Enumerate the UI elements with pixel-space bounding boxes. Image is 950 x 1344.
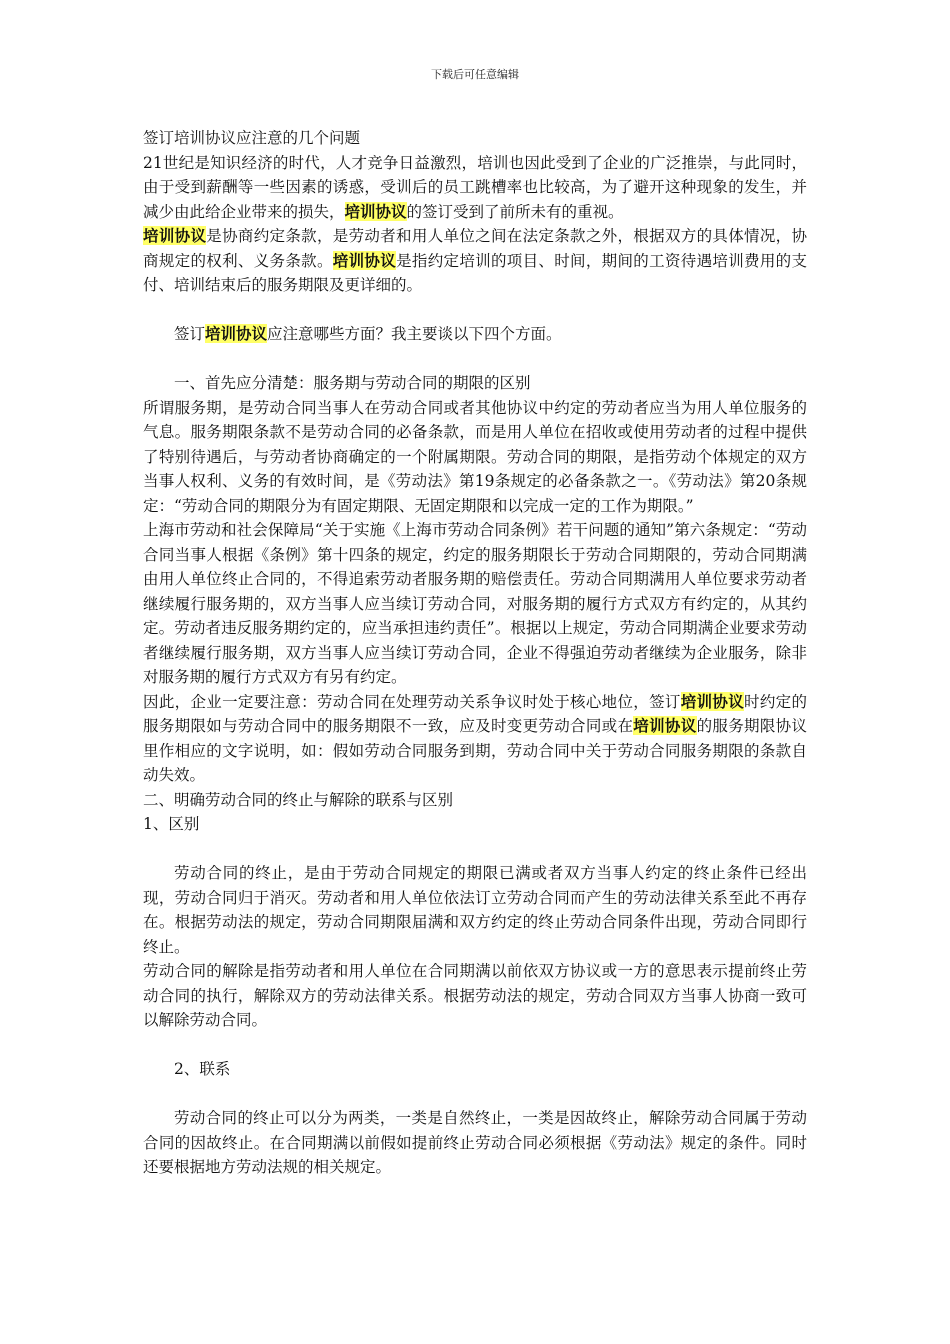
highlight-term: 培训协议: [332, 250, 397, 270]
blank-line: [143, 347, 807, 372]
highlight-term: 培训协议: [143, 226, 207, 245]
section1-paragraph-3: 因此，企业一定要注意：劳动合同在处理劳动关系争议时处于核心地位，签订培训协议时约定的服务期限如与劳动合同中的服务期限不一致，应及时变更劳动合同或在培训协议的服务期限协议里作相应的文字说明，如：假如劳动合同服务到期，劳动合同中关于劳动合同服务期限的条款自动失效。: [143, 691, 807, 784]
blank-line: [143, 837, 807, 862]
section2-paragraph-1: 劳动合同的终止，是由于劳动合同规定的期限已满或者双方当事人约定的终止条件已经出现，劳动合同归于消灭。劳动者和用人单位依法订立劳动合同而产生的劳动法律关系至此不再存在。根据劳动法的规定，劳动合同期限届满和双方约定的终止劳动合同条件出现，劳动合同即行终止。: [143, 864, 807, 956]
section2-subheading-2: 2、联系: [174, 1060, 231, 1078]
highlight-term: 培训协议: [680, 691, 745, 711]
section2-heading: 二、明确劳动合同的终止与解除的联系与区别: [143, 790, 454, 809]
section2-paragraph-3: 劳动合同的终止可以分为两类，一类是自然终止，一类是因故终止，解除劳动合同属于劳动合同的因故终止。在合同期满以前假如提前终止劳动合同必须根据《劳动法》规定的条件。同时还要根据地方劳动法规的相关规定。: [143, 1109, 807, 1176]
page-header: 下载后可任意编辑: [431, 68, 519, 81]
section2-paragraph-2: 劳动合同的解除是指劳动者和用人单位在合同期满以前依双方协议或一方的意思表示提前终止劳动合同的执行，解除双方的劳动法律关系。根据劳动法的规定，劳动合同双方当事人协商一致可以解除劳动合同。: [143, 962, 807, 1029]
blank-line: [143, 1082, 807, 1107]
intro-paragraph-1: 21世纪是知识经济的时代，人才竞争日益激烈，培训也因此受到了企业的广泛推崇，与此同时，由于受到薪酬等一些因素的诱惑，受训后的员工跳槽率也比较高，为了避开这种现象的发生，并减少由此给企业带来的损失，培训协议的签订受到了前所未有的重视。: [143, 153, 807, 221]
document-body: [143, 126, 807, 1180]
highlight-term: 培训协议: [633, 716, 697, 735]
blank-line: [143, 298, 807, 323]
intro-paragraph-2: 培训协议是协商约定条款，是劳动者和用人单位之间在法定条款之外，根据双方的具体情况，协商规定的权利、义务条款。培训协议是指约定培训的项目、时间，期间的工资待遇培训费用的支付、培训结束后的服务期限及更详细的。: [143, 226, 807, 294]
document-title: 签订培训协议应注意的几个问题: [143, 129, 361, 147]
blank-line: [143, 1033, 807, 1058]
section1-paragraph-1: 所谓服务期，是劳动合同当事人在劳动合同或者其他协议中约定的劳动者应当为用人单位服务的气息。服务期限条款不是劳动合同的必备条款，而是用人单位在招收或使用劳动者的过程中提供了特别待遇后，与劳动者协商确定的一个附属期限。劳动合同的期限，是指劳动个体规定的双方当事人权利、义务的有效时间，是《劳动法》第19条规定的必备条款之一。《劳动法》第20条规定：“劳动合同的期限分为有固定期限、无固定期限和以完成一定的工作为期限。”: [143, 398, 807, 515]
section2-subheading-1: 1、区别: [143, 815, 200, 833]
section1-paragraph-2: 上海市劳动和社会保障局“关于实施《上海市劳动合同条例》若干问题的通知”第六条规定：“劳动合同当事人根据《条例》第十四条的规定，约定的服务期限长于劳动合同期限的，劳动合同期满由用人单位终止合同的，不得追索劳动者服务期的赔偿责任。劳动合同期满用人单位要求劳动者继续履行服务期的，双方当事人应当续订劳动合同，对服务期的履行方式双方有约定的，从其约定。劳动者违反服务期约定的，应当承担违约责任”。根据以上规定，劳动合同期满企业要求劳动者继续履行服务期，双方当事人应当续订劳动合同，企业不得强迫劳动者继续为企业服务，除非对服务期的履行方式双方有另有约定。: [143, 521, 807, 686]
highlight-term: 培训协议: [205, 324, 268, 343]
highlight-term: 培训协议: [344, 201, 407, 221]
lead-paragraph: 签订培训协议应注意哪些方面？我主要谈以下四个方面。: [174, 324, 562, 343]
section1-heading: 一、首先应分清楚：服务期与劳动合同的期限的区别: [174, 374, 531, 392]
